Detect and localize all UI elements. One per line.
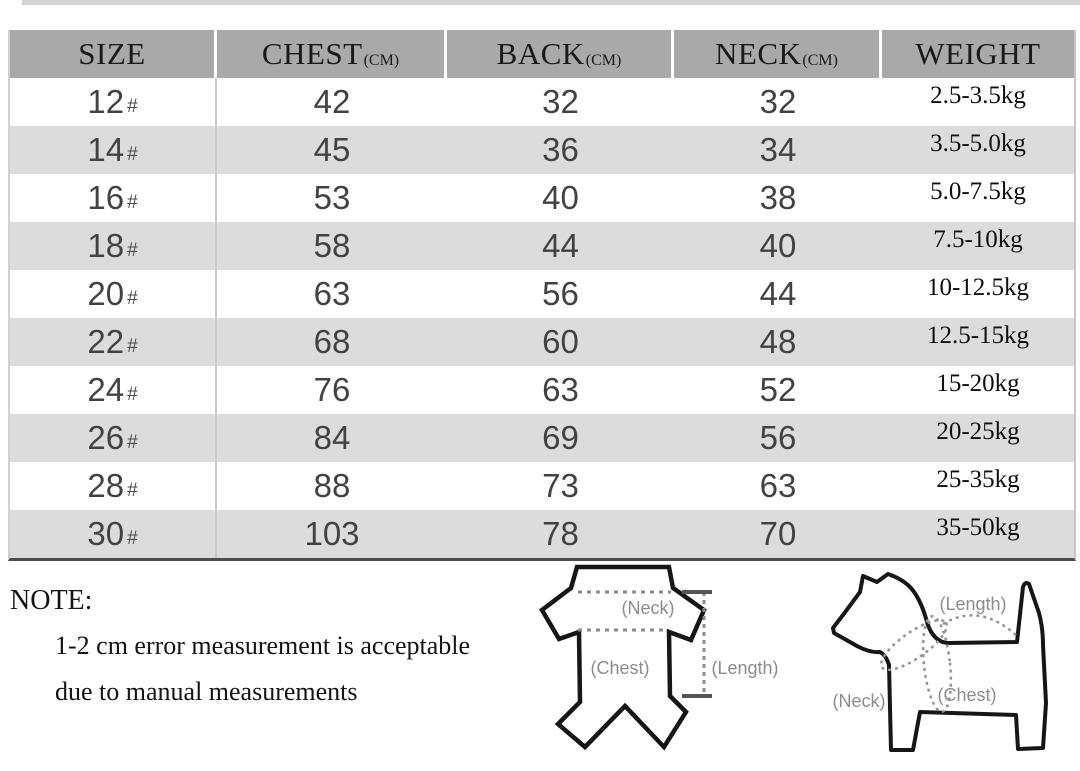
table-row [10,174,1074,222]
back-cell [447,462,674,510]
back-value: 36 [542,131,579,168]
back-value: 32 [542,83,579,120]
back-value: 69 [542,419,579,456]
chest-cell [217,270,447,318]
table-row [10,510,1074,558]
note-heading: NOTE: [10,585,93,616]
chest-cell [217,414,447,462]
neck-value: 32 [759,83,797,120]
size-hash: # [127,287,138,309]
chest-cell [217,462,447,510]
back-value: 63 [542,371,579,408]
table-row [10,462,1074,510]
neck-value: 40 [759,227,797,264]
header-back [447,30,674,78]
neck-cell [674,318,882,366]
neck-value: 44 [759,275,797,312]
size-cell [10,462,217,510]
size-cell [10,414,217,462]
note-line-1: 1-2 cm error measurement is acceptable [55,631,471,660]
neck-value: 63 [759,467,797,504]
chest-value: 84 [313,419,351,456]
size-hash: # [127,479,138,501]
weight-cell [882,222,1074,270]
back-cell [447,126,674,174]
chest-cell [217,318,447,366]
weight-value: 5.0-7.5kg [930,178,1026,205]
weight-value: 25-35kg [936,466,1020,493]
back-value: 44 [542,227,579,264]
chest-cell [217,222,447,270]
back-value: 56 [542,275,579,312]
size-hash: # [127,191,138,213]
table-row [10,414,1074,462]
size-value: 30 [87,515,125,552]
neck-value: 52 [759,371,797,408]
weight-cell [882,510,1074,558]
size-cell [10,318,217,366]
chest-cell [217,510,447,558]
back-value: 60 [542,323,579,360]
back-cell [447,318,674,366]
weight-value: 3.5-5.0kg [930,130,1026,157]
neck-value: 38 [759,179,797,216]
size-value: 28 [87,467,125,504]
weight-value: 2.5-3.5kg [930,82,1026,109]
weight-cell [882,126,1074,174]
table-row [10,126,1074,174]
size-value: 26 [87,419,125,456]
header-neck-unit: (CM) [802,52,838,69]
weight-cell [882,174,1074,222]
weight-value: 7.5-10kg [933,226,1023,253]
chest-value: 42 [313,83,351,120]
header-back-label: BACK [496,36,585,71]
size-cell [10,366,217,414]
header-neck-label: NECK [715,36,802,71]
size-hash: # [127,143,138,165]
back-cell [447,414,674,462]
size-value: 22 [87,323,125,360]
dog-diagram [810,558,1080,771]
neck-cell [674,462,882,510]
size-cell [10,174,217,222]
header-neck [674,30,882,78]
garment-chest-label: (Chest) [590,658,650,678]
size-value: 20 [87,275,125,312]
dog-length-label: (Length) [939,594,1007,614]
back-value: 78 [542,515,579,552]
size-hash: # [127,239,138,261]
table-row [10,78,1074,126]
size-cell [10,510,217,558]
size-cell [10,270,217,318]
chest-value: 58 [313,227,351,264]
dog-length-dotted-arc [943,615,1017,636]
weight-cell [882,462,1074,510]
chest-value: 53 [313,179,351,216]
size-hash: # [127,95,138,117]
chest-cell [217,78,447,126]
back-cell [447,222,674,270]
neck-cell [674,414,882,462]
size-hash: # [127,335,138,357]
neck-value: 34 [759,131,797,168]
chest-cell [217,174,447,222]
garment-diagram [538,556,800,768]
chest-value: 76 [313,371,351,408]
weight-value: 12.5-15kg [926,322,1030,349]
note-line-2: due to manual measurements [55,677,358,706]
header-weight-label: WEIGHT [915,36,1041,71]
size-hash: # [127,431,138,453]
neck-cell [674,270,882,318]
size-hash: # [127,527,138,549]
table-row [10,222,1074,270]
dog-chest-label: (Chest) [937,685,997,705]
header-weight [882,30,1074,78]
back-value: 73 [542,467,579,504]
size-cell [10,222,217,270]
neck-value: 48 [759,323,797,360]
chest-cell [217,366,447,414]
dog-neck-label: (Neck) [832,691,886,711]
back-cell [447,174,674,222]
neck-cell [674,222,882,270]
size-cell [10,78,217,126]
size-hash: # [127,383,138,405]
size-value: 14 [87,131,125,168]
weight-cell [882,318,1074,366]
size-value: 12 [87,83,125,120]
neck-cell [674,510,882,558]
table-header-row [10,30,1074,78]
weight-cell [882,414,1074,462]
chest-value: 45 [313,131,351,168]
size-value: 24 [87,371,125,408]
back-cell [447,366,674,414]
header-chest-unit: (CM) [363,52,400,69]
header-chest-label: CHEST [261,36,363,71]
chest-value: 63 [313,275,351,312]
chest-value: 88 [313,467,351,504]
neck-cell [674,366,882,414]
weight-cell [882,270,1074,318]
neck-value: 56 [759,419,797,456]
neck-cell [674,78,882,126]
neck-cell [674,174,882,222]
table-row [10,270,1074,318]
neck-value: 70 [759,515,797,552]
weight-cell [882,366,1074,414]
table-row [10,318,1074,366]
header-back-unit: (CM) [585,52,622,69]
chest-value: 103 [304,515,360,552]
neck-cell [674,126,882,174]
weight-value: 15-20kg [936,370,1020,397]
garment-outline-icon [542,567,704,747]
chest-cell [217,126,447,174]
table-row [10,366,1074,414]
header-chest [217,30,447,78]
back-cell [447,510,674,558]
size-table [8,30,1076,561]
weight-value: 35-50kg [936,514,1020,541]
weight-value: 20-25kg [936,418,1020,445]
size-value: 18 [87,227,125,264]
header-size-label: SIZE [78,36,146,71]
back-cell [447,270,674,318]
back-value: 40 [542,179,579,216]
chest-value: 68 [313,323,351,360]
back-cell [447,78,674,126]
top-edge-artifact [22,0,1080,5]
weight-value: 10-12.5kg [926,274,1030,301]
size-value: 16 [87,179,125,216]
size-cell [10,126,217,174]
garment-neck-label: (Neck) [621,598,675,618]
weight-cell [882,78,1074,126]
garment-length-label: (Length) [711,658,779,678]
header-size [10,30,217,78]
